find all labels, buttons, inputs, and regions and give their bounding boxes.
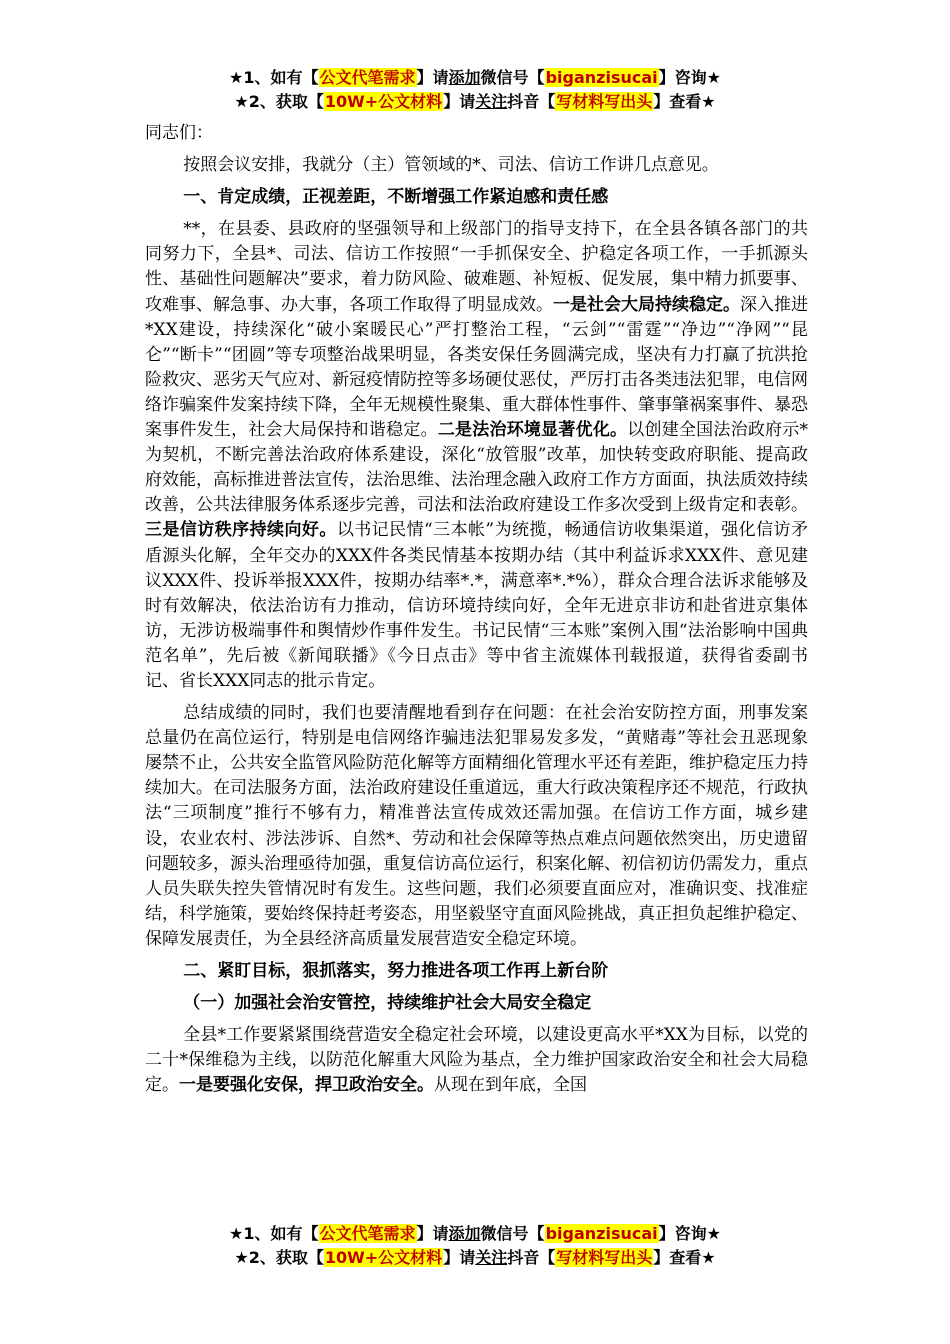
- body-text: 从现在到年底，全国: [434, 1075, 587, 1096]
- promo-text: ★2、获取【: [234, 92, 324, 111]
- promo-line-2: [0, 90, 950, 114]
- promo-text: 微信号【: [480, 68, 545, 87]
- section-heading-1: 一、肯定成绩，正视差距，不断增强工作紧迫感和责任感: [183, 187, 609, 208]
- promo-highlight: 10W+公文材料: [324, 92, 443, 111]
- promo-line-1: [0, 1222, 950, 1246]
- promo-line-2: [0, 1246, 950, 1270]
- subsection-heading-1: （一）加强社会治安管控，持续维护社会大局安全稳定: [183, 993, 592, 1014]
- problems-paragraph: 总结成绩的同时，我们也要清醒地看到存在问题：在社会治安防控方面，刑事发案总量仍在高位运行，特别是电信网络诈骗违法犯罪易发多发，“黄赌毒”等社会丑恶现象屡禁不止，公共安全监管风险防范化解等方面精细化管理水平还有差距，维护稳定压力持续加大。在司法服务方面，法治政府建设任重道远，重大行政决策程序还不规范，行政执法“三项制度”推行不够有力，精准普法宣传成效还需加强。在信访工作方面，城乡建设，农业农村、涉法涉诉、自然*、劳动和社会保障等热点难点问题依然突出，历史遗留问题较多，源头治理亟待加强，重复信访高位运行，积案化解、初信初访仍需发力，重点人员失联失控失管情况时有发生。这些问题，我们必须要直面应对，准确识变、找准症结，科学施策，要始终保持赶考姿态，用坚毅坚守直面风险挑战，真正担负起维护稳定、保障发展责任，为全县经济高质量发展营造安全稳定环境。: [145, 703, 808, 949]
- body-text: 以书记民情“三本帐”为统揽，畅通信访收集渠道，强化信访矛盾源头化解，全年交办的XXX件各类民情基本按期办结（其中利益诉求XXX件、意见建议XXX件、投诉举报XXX件，按期办结率*.*，满意率*.*%），群众合理合法诉求能够及时有效解决，依法治访有力推动，信访环境持续向好，全年无进京非访和赴省进京集体访，无涉访极端事件和舆情炒作事件发生。书记民情“三本账”案例入围“法治影响中国典范名单”，先后被《新闻联播》《今日点击》等中省主流媒体刊载报道，获得省委副书记、省长XXX同志的批示肯定。: [145, 520, 808, 691]
- promo-text: 】请: [416, 68, 449, 87]
- promo-text: 抖音【: [507, 1248, 556, 1267]
- promo-text: 】咨询★: [658, 68, 721, 87]
- section-heading-2: 二、紧盯目标，狠抓落实，努力推进各项工作再上新台阶: [183, 961, 609, 981]
- promo-line-1: [0, 66, 950, 90]
- security-paragraph: [145, 1023, 808, 1098]
- promo-text: 微信号【: [480, 1224, 545, 1243]
- promo-wechat-id: biganzisucai: [545, 1224, 658, 1243]
- promo-underlined: 添加: [448, 68, 481, 87]
- promo-underlined: 关注: [475, 1248, 508, 1267]
- promo-highlight: 公文代笔需求: [319, 1224, 416, 1243]
- promo-text: 】请: [416, 1224, 449, 1243]
- promo-text: 】咨询★: [658, 1224, 721, 1243]
- promo-wechat-id: biganzisucai: [545, 68, 658, 87]
- promo-text: 】请: [443, 1248, 476, 1267]
- intro-paragraph: 按照会议安排，我就分（主）管领域的*、司法、信访工作讲几点意见。: [183, 155, 719, 176]
- promo-douyin-id: 写材料写出头: [556, 92, 653, 111]
- promo-douyin-id: 写材料写出头: [556, 1248, 653, 1267]
- bold-lead: 三是信访秩序持续向好。: [145, 520, 337, 541]
- promo-highlight: 10W+公文材料: [324, 1248, 443, 1267]
- top-promo-banner: [0, 66, 950, 114]
- salutation: 同志们：: [145, 123, 213, 143]
- bottom-promo-banner: [0, 1222, 950, 1270]
- promo-text: 】查看★: [653, 92, 716, 111]
- promo-underlined: 添加: [448, 1224, 481, 1243]
- promo-text: ★1、如有【: [229, 68, 319, 87]
- promo-text: 】查看★: [653, 1248, 716, 1267]
- document-body: [145, 121, 808, 1098]
- promo-highlight: 公文代笔需求: [319, 68, 416, 87]
- bold-lead: 二是法治环境显著优化。: [437, 420, 628, 441]
- body-text: **，在县委、县政府的坚强领导和上级部门的指导支持下，在全县各镇各部门的共同努力下，全县*、司法、信访工作按照“一手抓保安全、护稳定各项工作，一手抓源头性、基础性问题解决”要求，着力防风险、破难题、补短板、促发展，集中精力抓要事、攻难事、解急事、办大事，各项工作取得了明显成效。: [145, 219, 808, 315]
- promo-text: ★2、获取【: [234, 1248, 324, 1267]
- promo-underlined: 关注: [475, 92, 508, 111]
- bold-lead: 一是社会大局持续稳定。: [553, 294, 740, 315]
- body-text: 深入推进*XX建设，持续深化“破小案暖民心”严打整治工程，“云剑”“雷霆”“净边”“净网”“昆仑”“断卡”“团圆”等专项整治战果明显，各类安保任务圆满完成，坚决有力打赢了抗洪抢险救灾、恶劣天气应对、新冠疫情防控等多场硬仗恶仗，严厉打击各类违法犯罪，电信网络诈骗案件发案持续下降，全年无规模性聚集、重大群体性事件、肇事肇祸案事件、暴恐案事件发生，社会大局保持和谐稳定。: [145, 294, 808, 441]
- promo-text: 】请: [443, 92, 476, 111]
- body-text: 全县*工作要紧紧围绕营造安全稳定社会环境，以建设更高水平*XX为目标，以党的二十*保维稳为主线，以防范化解重大风险为基点，全力维护国家政治安全和社会大局稳定。: [145, 1025, 808, 1096]
- promo-text: ★1、如有【: [229, 1224, 319, 1243]
- body-text: 以创建全国法治政府示*为契机，不断完善法治政府体系建设，深化“放管服”改革，加快转变政府职能、提高政府效能，高标推进普法宣传，法治思维、法治理念融入政府工作方方面面，执法质效持续改善，公共法律服务体系逐步完善，司法和法治政府建设工作多次受到上级肯定和表彰。: [145, 420, 809, 516]
- promo-text: 抖音【: [507, 92, 556, 111]
- bold-lead: 一是要强化安保，捍卫政治安全。: [179, 1075, 434, 1096]
- achievements-paragraph: [145, 217, 808, 694]
